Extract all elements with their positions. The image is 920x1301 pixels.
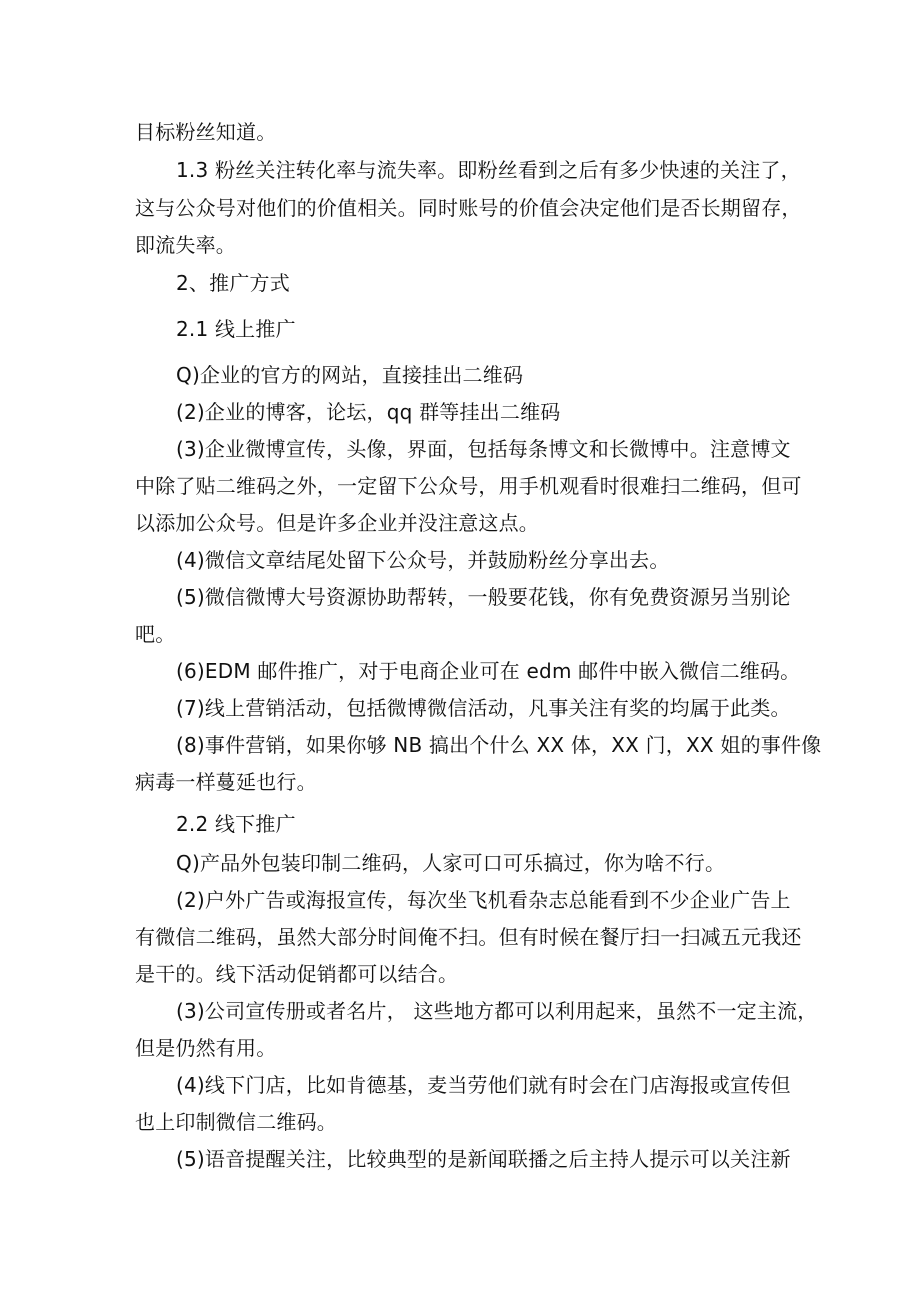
- section-2-2-heading: 2.2 线下推广: [176, 812, 296, 836]
- list-item: (6)EDM 邮件推广，对于电商企业可在 edm 邮件中嵌入微信二维码。: [176, 659, 801, 683]
- list-item: (2)企业的博客，论坛，qq 群等挂出二维码: [176, 400, 561, 424]
- text-line: 目标粉丝知道。: [135, 120, 277, 144]
- text-line: 吧。: [135, 622, 176, 646]
- text-line: 这与公众号对他们的价值相关。同时账号的价值会决定他们是否长期留存，: [135, 196, 802, 220]
- list-item: Q)产品外包装印制二维码，人家可口可乐搞过，你为啥不行。: [176, 851, 726, 875]
- list-item: (5)微信微博大号资源协助帮转，一般要花钱，你有免费资源另当别论: [176, 585, 791, 609]
- text-line: 即流失率。: [135, 233, 236, 257]
- list-item: (7)线上营销活动，包括微博微信活动，凡事关注有奖的均属于此类。: [176, 696, 791, 720]
- list-item: Q)企业的官方的网站，直接挂出二维码: [176, 363, 524, 387]
- list-item: (5)语音提醒关注，比较典型的是新闻联播之后主持人提示可以关注新: [176, 1147, 791, 1171]
- list-item: (4)线下门店，比如肯德基，麦当劳他们就有时会在门店海报或宣传但: [176, 1073, 791, 1097]
- section-1-3-heading-line: 1.3 粉丝关注转化率与流失率。即粉丝看到之后有多少快速的关注了，: [176, 158, 801, 182]
- list-item: (3)公司宣传册或者名片， 这些地方都可以利用起来，虽然不一定主流，: [176, 999, 818, 1023]
- text-line: 也上印制微信二维码。: [135, 1110, 337, 1134]
- list-item: (8)事件营销，如果你够 NB 搞出个什么 XX 体，XX 门，XX 姐的事件像: [176, 733, 822, 757]
- text-line: 有微信二维码，虽然大部分时间俺不扫。但有时候在餐厅扫一扫减五元我还: [135, 925, 802, 949]
- section-2-heading: 2、推广方式: [176, 271, 290, 295]
- list-item: (4)微信文章结尾处留下公众号，并鼓励粉丝分享出去。: [176, 548, 670, 572]
- list-item: (2)户外广告或海报宣传，每次坐飞机看杂志总能看到不少企业广告上: [176, 888, 791, 912]
- text-line: 中除了贴二维码之外，一定留下公众号，用手机观看时很难扫二维码，但可: [135, 474, 802, 498]
- text-line: 是干的。线下活动促销都可以结合。: [135, 962, 459, 986]
- section-2-1-heading: 2.1 线上推广: [176, 317, 296, 341]
- text-line: 以添加公众号。但是许多企业并没注意这点。: [135, 511, 539, 535]
- text-line: 但是仍然有用。: [135, 1036, 277, 1060]
- text-line: 病毒一样蔓延也行。: [135, 770, 317, 794]
- list-item: (3)企业微博宣传，头像，界面，包括每条博文和长微博中。注意博文: [176, 437, 791, 461]
